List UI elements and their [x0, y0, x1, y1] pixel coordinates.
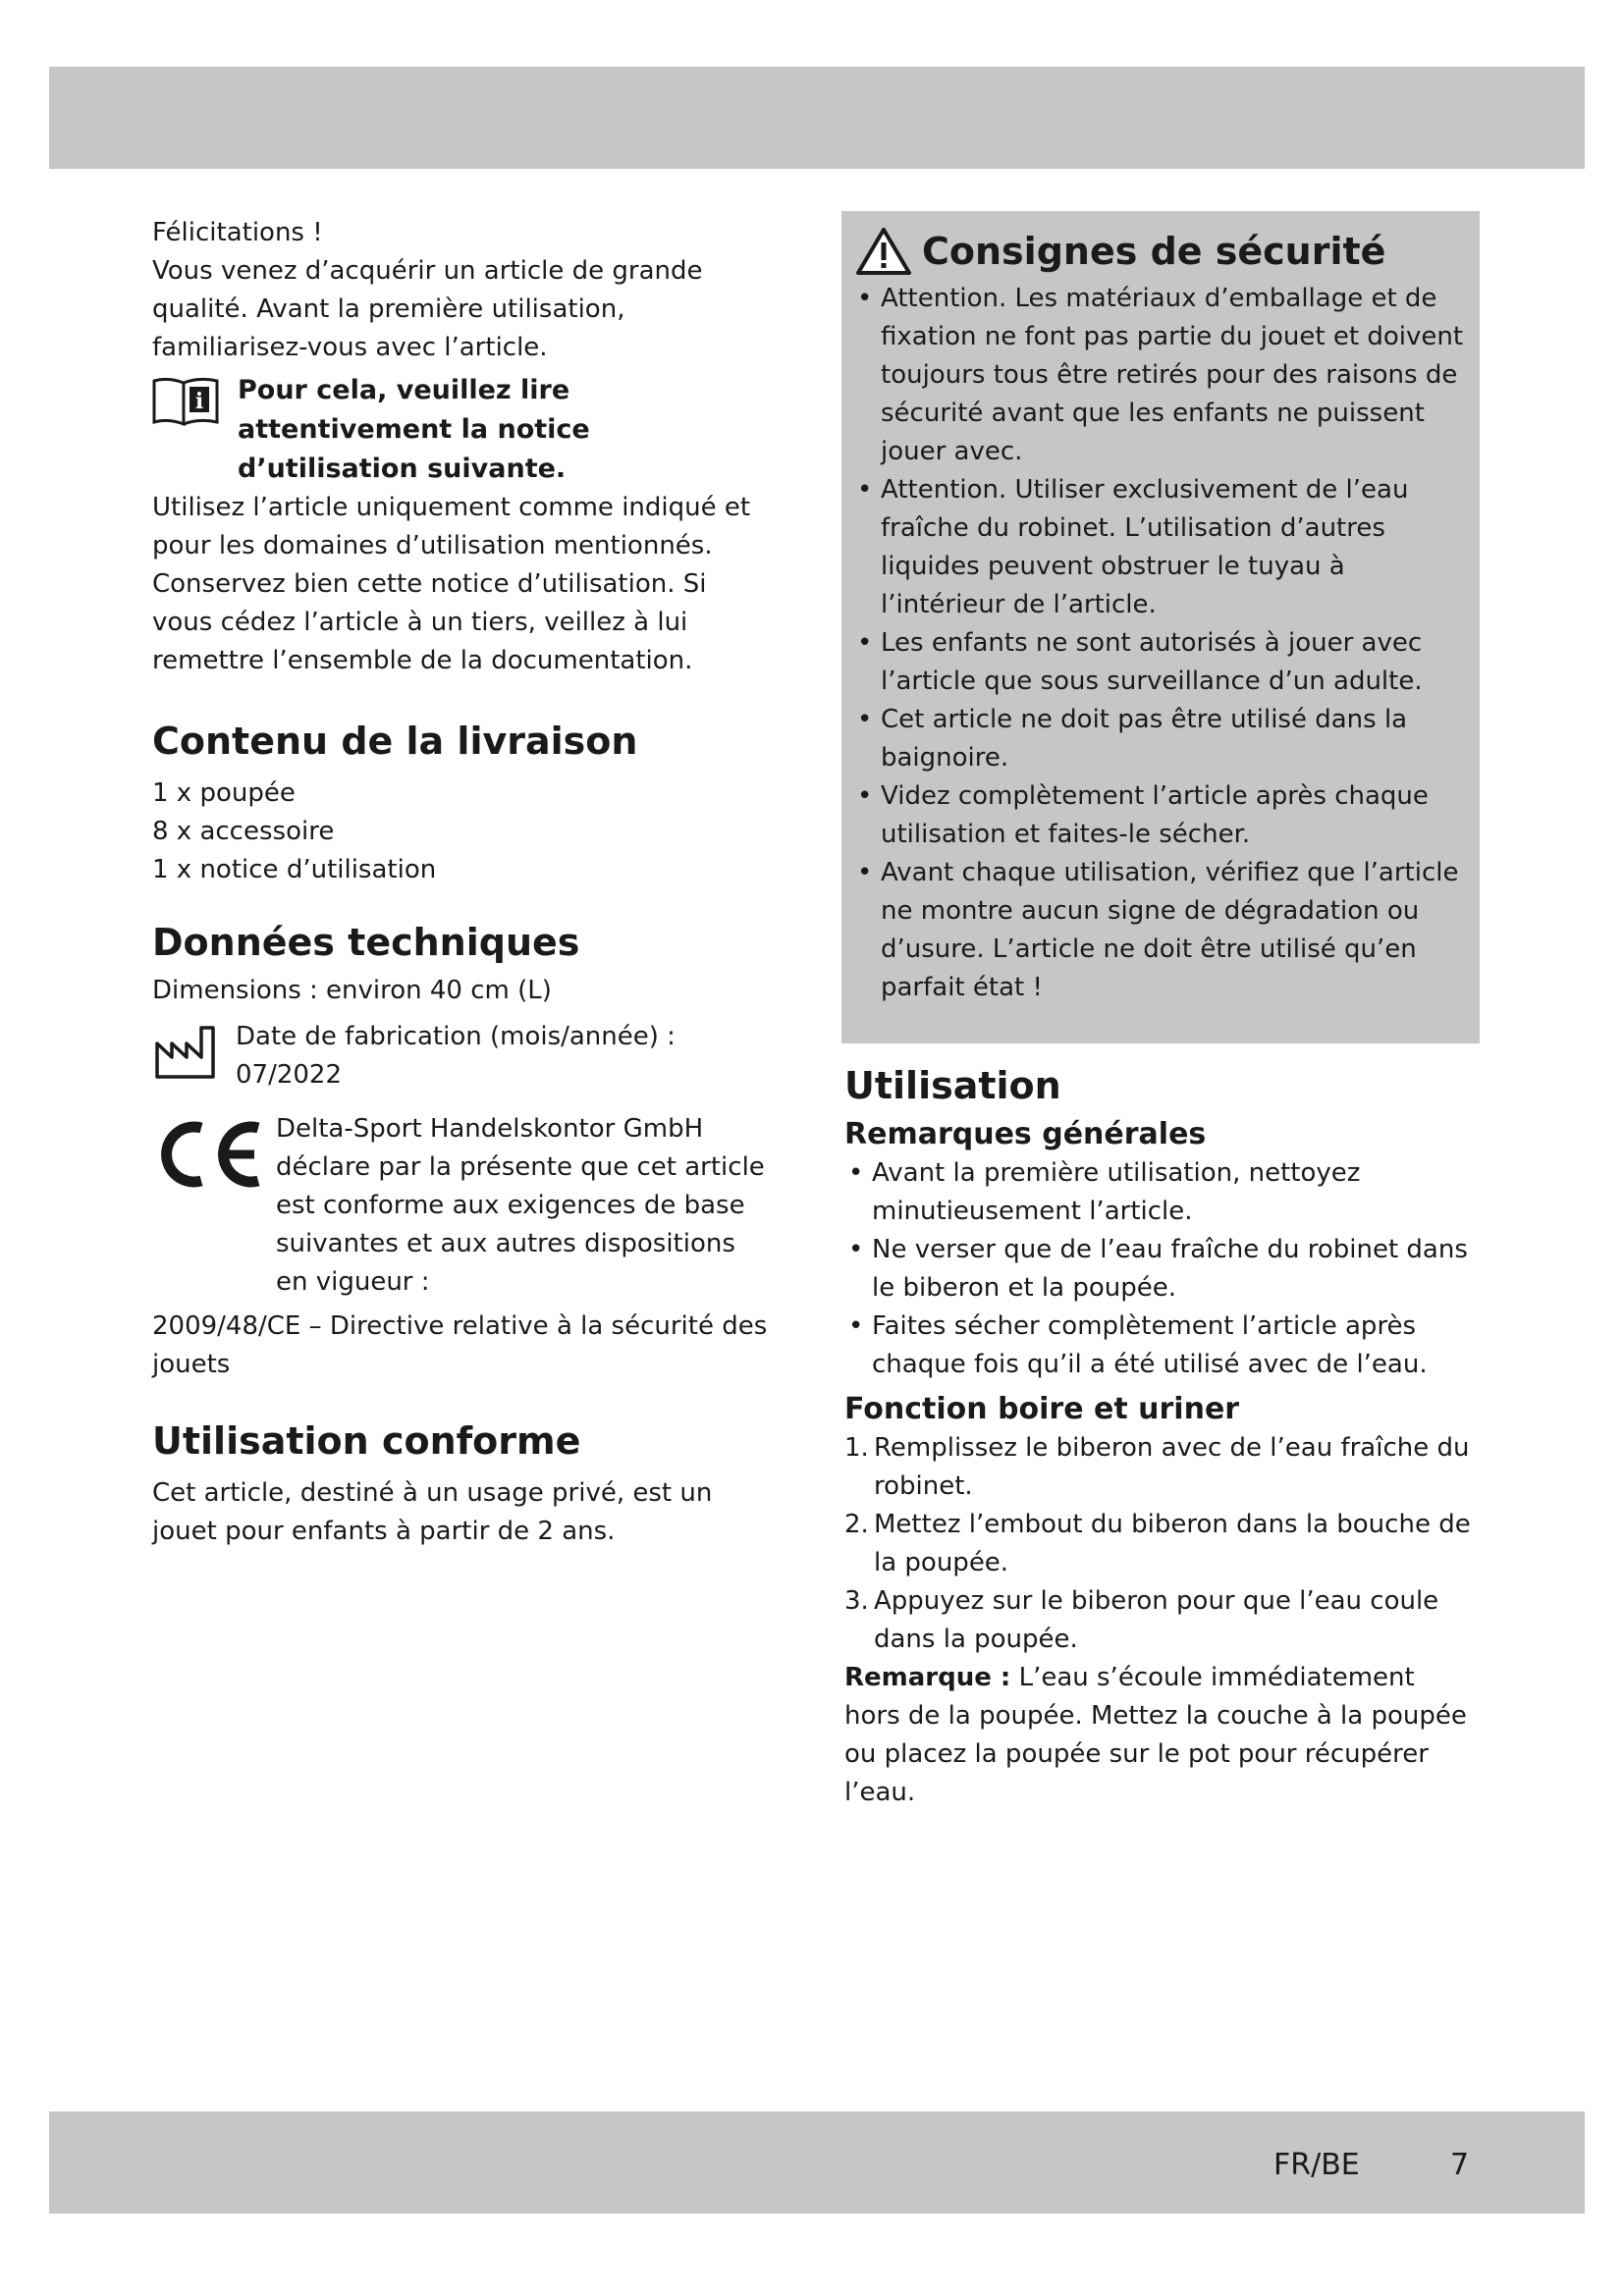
left-column: [152, 214, 771, 1551]
conforme-text: Cet article, destiné à un usage privé, est un jouet pour enfants à partir de 2 ans.: [152, 1478, 713, 1546]
general-remarks-list: [844, 1154, 1473, 1384]
step-item: 2. Mettez l’embout du biberon dans la bouche de la poupée.: [844, 1510, 1471, 1577]
safety-box: [841, 211, 1480, 1043]
contents-heading: Contenu de la livraison: [152, 720, 638, 763]
factory-icon: [152, 1022, 221, 1081]
step-item: 3. Appuyez sur le biberon pour que l’eau coule dans la poupée.: [844, 1586, 1439, 1654]
ce-text: Delta-Sport Handelskontor GmbH déclare par la présente que cet article est conforme aux exigences de base suivantes et aux autres dispositions en vigueur :: [276, 1114, 765, 1297]
remark-paragraph: [844, 1659, 1473, 1812]
intro-greeting: Félicitations !: [152, 218, 323, 247]
keep-manual-text: Conservez bien cette notice d’utilisation. Si vous cédez l’article à un tiers, veillez à lui remettre l’ensemble de la documentation.: [152, 569, 707, 675]
footer-band: [49, 2111, 1585, 2214]
list-item: 1 x notice d’utilisation: [152, 855, 437, 884]
list-item: 8 x accessoire: [152, 817, 335, 846]
intro-text: Vous venez d’acquérir un article de grande qualité. Avant la première utilisation, familiarisez-vous avec l’article.: [152, 256, 703, 362]
list-item: • Avant la première utilisation, nettoyez minutieusement l’article.: [844, 1154, 1473, 1231]
language-code: FR/BE: [1273, 2148, 1360, 2182]
ce-mark-icon: [152, 1114, 266, 1195]
list-item: • Avant chaque utilisation, vérifiez que l’article ne montre aucun signe de dégradation ou d’usure. L’article ne doit être utilisé qu’en parfait état !: [853, 854, 1468, 1007]
info-box: [152, 371, 771, 489]
usage-section: [844, 1062, 1473, 1812]
list-item: • Les enfants ne sont autorisés à jouer avec l’article que sous surveillance d’un adulte.: [853, 624, 1468, 701]
list-item: • Faites sécher complètement l’article après chaque fois qu’il a été utilisé avec de l’eau.: [844, 1308, 1473, 1384]
general-remarks-heading: Remarques générales: [844, 1117, 1207, 1151]
usage-text: Utilisez l’article uniquement comme indiqué et pour les domaines d’utilisation mentionnés.: [152, 493, 751, 561]
date-label: Date de fabrication (mois/année) :: [236, 1022, 676, 1051]
remark-label: Remarque :: [844, 1663, 1011, 1692]
usage-heading: Utilisation: [844, 1064, 1061, 1107]
header-band: [49, 67, 1585, 169]
info-text: Pour cela, veuillez lire attentivement la notice d’utilisation suivante.: [238, 375, 590, 484]
contents-list: [152, 774, 771, 889]
safety-title: Consignes de sécurité: [922, 230, 1386, 273]
page-number: 7: [1450, 2148, 1470, 2182]
remark-text: L’eau s’écoule immédiatement hors de la poupée. Mettez la couche à la poupée ou placez la poupée sur le pot pour récupérer l’eau.: [844, 1663, 1467, 1807]
ce-declaration: [152, 1110, 771, 1302]
list-item: 1 x poupée: [152, 778, 296, 808]
list-item: • Attention. Utiliser exclusivement de l’eau fraîche du robinet. L’utilisation d’autres liquides peuvent obstruer le tuyau à l’intérieur de l’article.: [853, 471, 1468, 624]
conforme-heading: Utilisation conforme: [152, 1419, 581, 1463]
list-item: • Ne verser que de l’eau fraîche du robinet dans le biberon et la poupée.: [844, 1231, 1473, 1308]
safety-heading: [855, 227, 1468, 276]
step-item: 1. Remplissez le biberon avec de l’eau fraîche du robinet.: [844, 1433, 1470, 1501]
date-value: 07/2022: [236, 1060, 343, 1090]
drink-function-heading: Fonction boire et uriner: [844, 1392, 1240, 1426]
tech-heading: Données techniques: [152, 921, 580, 964]
list-item: • Videz complètement l’article après chaque utilisation et faites-le sécher.: [853, 777, 1468, 854]
directive-text: 2009/48/CE – Directive relative à la sécurité des jouets: [152, 1311, 768, 1379]
safety-list: [853, 280, 1468, 1007]
svg-text:i: i: [194, 389, 204, 414]
warning-icon: [855, 227, 912, 276]
list-item: • Attention. Les matériaux d’emballage et de fixation ne font pas partie du jouet et doivent toujours tous être retirés pour des raisons de sécurité avant que les enfants ne puissent jouer avec.: [853, 280, 1468, 471]
manufacture-date: [152, 1018, 771, 1095]
steps-list: [844, 1429, 1473, 1659]
list-item: • Cet article ne doit pas être utilisé dans la baignoire.: [853, 701, 1468, 777]
book-info-icon: [150, 375, 221, 426]
dimensions-text: Dimensions : environ 40 cm (L): [152, 976, 552, 1005]
